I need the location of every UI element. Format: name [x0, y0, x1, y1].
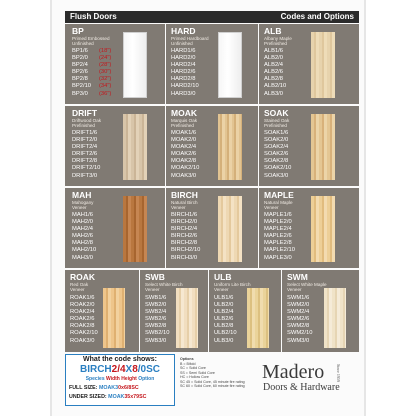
code-item: BP2/0 [72, 55, 88, 62]
code-item: MAH2/10 [72, 247, 97, 254]
code-item: ALB2/4 [264, 62, 284, 69]
code-item: ROAK3/0 [70, 337, 95, 344]
product-panel-soak [259, 106, 359, 186]
legend-title: What the code shows: [83, 356, 157, 363]
code-item: MAPLE2/10 [264, 247, 295, 254]
code-item: DRIFT1/6 [72, 130, 98, 136]
code-item: ROAK2/8 [70, 323, 95, 330]
page-header [65, 11, 359, 23]
product-desc-1: Primed Embossed [72, 36, 110, 41]
product-name: MOAK [171, 108, 197, 118]
door-swatch [311, 196, 335, 262]
code-item: ALB2/10 [264, 83, 287, 90]
under-size-code: MOAK [108, 394, 125, 400]
size-item: (24") [99, 55, 112, 62]
product-name: ALB [264, 26, 282, 36]
door-swatch [218, 196, 242, 262]
code-item: HARD3/0 [171, 90, 196, 97]
code-item: SOAK3/0 [264, 172, 289, 179]
legend-labels [66, 376, 174, 382]
code-item: ROAK2/6 [70, 316, 95, 323]
code-list [171, 212, 200, 262]
product-panel-bp [65, 24, 165, 104]
code-item: BP2/8 [72, 76, 88, 83]
code-item: MAPLE1/6 [264, 212, 292, 218]
legend-example-code [66, 364, 174, 375]
code-item: ALB2/8 [264, 76, 284, 83]
code-list [72, 212, 96, 262]
code-item: MOAK2/8 [171, 158, 197, 165]
code-item: ULB2/6 [214, 316, 234, 323]
code-legend [65, 354, 175, 406]
full-size-code: MOAK3 [98, 385, 119, 391]
code-list [287, 295, 312, 345]
product-desc-2: Veneer [145, 287, 160, 292]
product-desc-1: Driftwood Oak [72, 118, 102, 123]
code-item: SOAK2/6 [264, 151, 289, 158]
code-item: MAPLE3/0 [264, 254, 292, 261]
code-item: SWM2/10 [287, 330, 313, 337]
code-item: MOAK2/10 [171, 165, 200, 172]
under-size-label: UNDER SIZED: [69, 394, 107, 400]
product-name: HARD [171, 26, 196, 36]
page-subtitle: Codes and Options [280, 12, 354, 21]
code-item: DRIFT3/0 [72, 172, 98, 179]
door-swatch [123, 114, 147, 180]
code-item: ULB3/0 [214, 337, 234, 344]
code-item: SWM3/0 [287, 337, 310, 344]
legend-label-height: Height [121, 376, 137, 382]
options-title: Options [180, 357, 194, 361]
product-desc-1: Mahogany [72, 200, 94, 205]
product-name: SWM [287, 272, 308, 282]
legend-under-size [69, 394, 146, 400]
code-item: ULB2/0 [214, 302, 234, 309]
code-item: HARD2/6 [171, 69, 196, 76]
code-item: DRIFT2/10 [72, 165, 101, 172]
code-item: MOAK1/6 [171, 130, 197, 136]
product-name: MAH [72, 190, 92, 200]
product-panel-alb [259, 24, 359, 104]
product-panel-swm [282, 270, 359, 352]
code-item: ALB1/6 [264, 48, 284, 54]
code-item: SWB2/10 [145, 330, 170, 337]
legend-label-option: Option [138, 376, 155, 382]
product-desc-1: Select White Birch [145, 282, 183, 287]
size-item: (18") [99, 48, 112, 54]
size-item: (32") [99, 76, 112, 83]
code-item: BIRCH2/10 [171, 247, 201, 254]
full-size-label: FULL SIZE: [69, 385, 98, 391]
door-swatch [218, 114, 242, 180]
size-item: (28") [99, 62, 112, 69]
product-desc-2: Veneer [214, 287, 229, 292]
option-item: SC = Solid Core [180, 366, 206, 370]
door-swatch [311, 32, 335, 98]
code-item: ULB2/10 [214, 330, 237, 337]
code-item: MOAK2/6 [171, 151, 197, 158]
code-item: BP2/4 [72, 62, 88, 69]
code-item: BIRCH2/4 [171, 226, 198, 233]
code-item: SOAK2/4 [264, 144, 289, 151]
code-item: SOAK2/10 [264, 165, 292, 172]
code-item: SWM2/0 [287, 302, 310, 309]
option-item: SC 45 = Solid Core, 45 minute fire rating [180, 379, 245, 384]
product-desc-1: Primed Hardboard [171, 36, 209, 41]
code-item: SWB2/6 [145, 316, 167, 323]
logo-name: Madero [262, 361, 325, 383]
code-item: MOAK2/4 [171, 144, 197, 151]
under-size-size: 35x79SC [124, 394, 147, 400]
code-item: ALB3/0 [264, 90, 284, 97]
code-item: MAH3/0 [72, 254, 93, 261]
code-item: SWB2/0 [145, 302, 167, 309]
code-item: ALB2/0 [264, 55, 284, 62]
code-item: SWB3/0 [145, 337, 167, 344]
product-desc-1: Albany Maple [264, 36, 292, 41]
product-desc-2: Unfinished [171, 41, 193, 46]
product-desc-2: Veneer [72, 205, 87, 210]
product-desc-1: Marquis Oak [171, 118, 198, 123]
code-item: ULB1/6 [214, 295, 234, 301]
product-panel-ulb [209, 270, 281, 352]
code-item: BIRCH2/8 [171, 240, 198, 247]
code-list [171, 48, 199, 98]
product-name: DRIFT [72, 108, 98, 118]
size-item: (36") [99, 90, 112, 97]
code-item: ROAK2/10 [70, 330, 98, 337]
code-item: SWB2/8 [145, 323, 167, 330]
product-desc-2: Veneer [287, 287, 302, 292]
door-swatch [103, 288, 125, 348]
code-item: SWM2/6 [287, 316, 310, 323]
code-item: DRIFT2/0 [72, 137, 98, 144]
legend-width: 2/4 [111, 364, 126, 375]
code-item: HARD1/6 [171, 48, 196, 54]
code-item: ROAK2/4 [70, 309, 95, 316]
product-desc-2: Unfinished [72, 41, 94, 46]
code-item: MAPLE2/4 [264, 226, 292, 233]
code-item: HARD2/8 [171, 76, 196, 83]
product-desc-1: Uniform Lite Birch [214, 282, 251, 287]
code-list [264, 130, 291, 180]
code-item: MAH2/8 [72, 240, 93, 247]
door-swatch [324, 288, 346, 348]
legend-label-species: Species [85, 376, 105, 382]
product-desc-2: Prefinished [264, 41, 287, 46]
full-size-size: 0x6/8SC [118, 385, 139, 391]
code-item: ULB2/4 [214, 309, 234, 316]
code-item: DRIFT2/6 [72, 151, 98, 158]
product-desc-1: Natural Maple [264, 200, 293, 205]
product-desc-2: Veneer [264, 205, 279, 210]
product-name: ROAK [70, 272, 96, 282]
code-item: BP2/10 [72, 83, 92, 90]
code-item: BP1/6 [72, 48, 88, 54]
door-swatch [123, 196, 147, 262]
code-item: BIRCH3/0 [171, 254, 198, 261]
code-item: BP3/0 [72, 90, 88, 97]
code-list [70, 295, 98, 345]
code-item: DRIFT2/4 [72, 144, 98, 151]
product-panel-roak [65, 270, 139, 352]
product-desc-1: Select White Maple [287, 282, 327, 287]
madero-logo [262, 362, 340, 394]
size-item: (30") [99, 69, 112, 76]
product-desc-2: Prefinished [264, 123, 287, 128]
code-item: MAH2/4 [72, 226, 93, 233]
code-item: SWB2/4 [145, 309, 167, 316]
code-item: SOAK1/6 [264, 130, 289, 136]
code-item: BP2/6 [72, 69, 88, 76]
product-name: SOAK [264, 108, 289, 118]
code-list [145, 295, 170, 345]
size-list [99, 48, 111, 98]
code-item: HARD2/10 [171, 83, 199, 90]
code-item: SOAK2/0 [264, 137, 289, 144]
legend-full-size [69, 385, 139, 391]
option-item: SC 60 = Solid Core, 60 minute fire rating [180, 384, 245, 388]
product-panel-mah [65, 188, 165, 268]
product-panel-hard [166, 24, 258, 104]
code-item: SWM1/6 [287, 295, 310, 301]
product-desc-1: Stained Oak [264, 118, 290, 123]
code-item: BIRCH2/6 [171, 233, 198, 240]
door-swatch [218, 32, 242, 98]
door-swatch [123, 32, 147, 98]
product-desc-2: Prefinished [72, 123, 95, 128]
legend-x: X [125, 364, 133, 375]
code-item: ROAK2/0 [70, 302, 95, 309]
legend-option: /0SC [137, 364, 161, 375]
door-swatch [247, 288, 269, 348]
product-panel-birch [166, 188, 258, 268]
code-item: SWM2/8 [287, 323, 310, 330]
code-item: BIRCH1/6 [171, 212, 198, 218]
door-swatch [311, 114, 335, 180]
code-item: SWB1/6 [145, 295, 167, 301]
code-item: MOAK2/0 [171, 137, 197, 144]
product-desc-2: Veneer [171, 205, 186, 210]
size-item: (34") [99, 83, 112, 90]
code-list [214, 295, 237, 345]
options-list [180, 357, 245, 389]
code-item: MAPLE2/8 [264, 240, 292, 247]
code-item: MAPLE2/0 [264, 219, 292, 226]
code-list [171, 130, 199, 180]
code-list [264, 48, 286, 98]
option-item: B = Bifold [180, 361, 196, 366]
product-name: BIRCH [171, 190, 198, 200]
code-item: DRIFT2/8 [72, 158, 98, 165]
code-list [264, 212, 295, 262]
product-name: BP [72, 26, 84, 36]
code-item: MAH2/6 [72, 233, 93, 240]
code-item: BIRCH2/0 [171, 219, 198, 226]
option-item: HC = Hollow Core [180, 375, 209, 379]
code-item: HARD2/0 [171, 55, 196, 62]
product-panel-swb [140, 270, 208, 352]
logo-subtitle: Doors & Hardware [263, 382, 340, 393]
code-item: MAH2/0 [72, 219, 93, 226]
product-name: MAPLE [264, 190, 294, 200]
product-panel-moak [166, 106, 258, 186]
code-item: MAH1/6 [72, 212, 93, 218]
code-item: ULB2/8 [214, 323, 234, 330]
product-panel-drift [65, 106, 165, 186]
product-desc-2: Prefinished [171, 123, 194, 128]
product-name: ULB [214, 272, 232, 282]
product-desc-1: Red Oak [70, 282, 89, 287]
product-desc-2: Veneer [70, 287, 85, 292]
page-title: Flush Doors [70, 12, 117, 21]
logo-since: Since 1959 [336, 364, 341, 382]
legend-species: BIRCH [79, 364, 112, 375]
code-item: SWM2/4 [287, 309, 310, 316]
option-item: SS = Semi Solid Core [180, 370, 215, 375]
product-name: SWB [145, 272, 165, 282]
code-item: HARD2/4 [171, 62, 196, 69]
code-item: SOAK2/8 [264, 158, 289, 165]
code-list [72, 48, 91, 98]
code-item: MAPLE2/6 [264, 233, 292, 240]
code-item: MOAK3/0 [171, 172, 197, 179]
legend-label-width: Width [106, 376, 120, 382]
door-swatch [176, 288, 198, 348]
code-list [72, 130, 100, 180]
product-panel-maple [259, 188, 359, 268]
legend-height: 8 [132, 364, 138, 375]
code-item: ROAK1/6 [70, 295, 95, 301]
product-desc-1: Natural Birch [171, 200, 198, 205]
code-item: ALB2/6 [264, 69, 284, 76]
